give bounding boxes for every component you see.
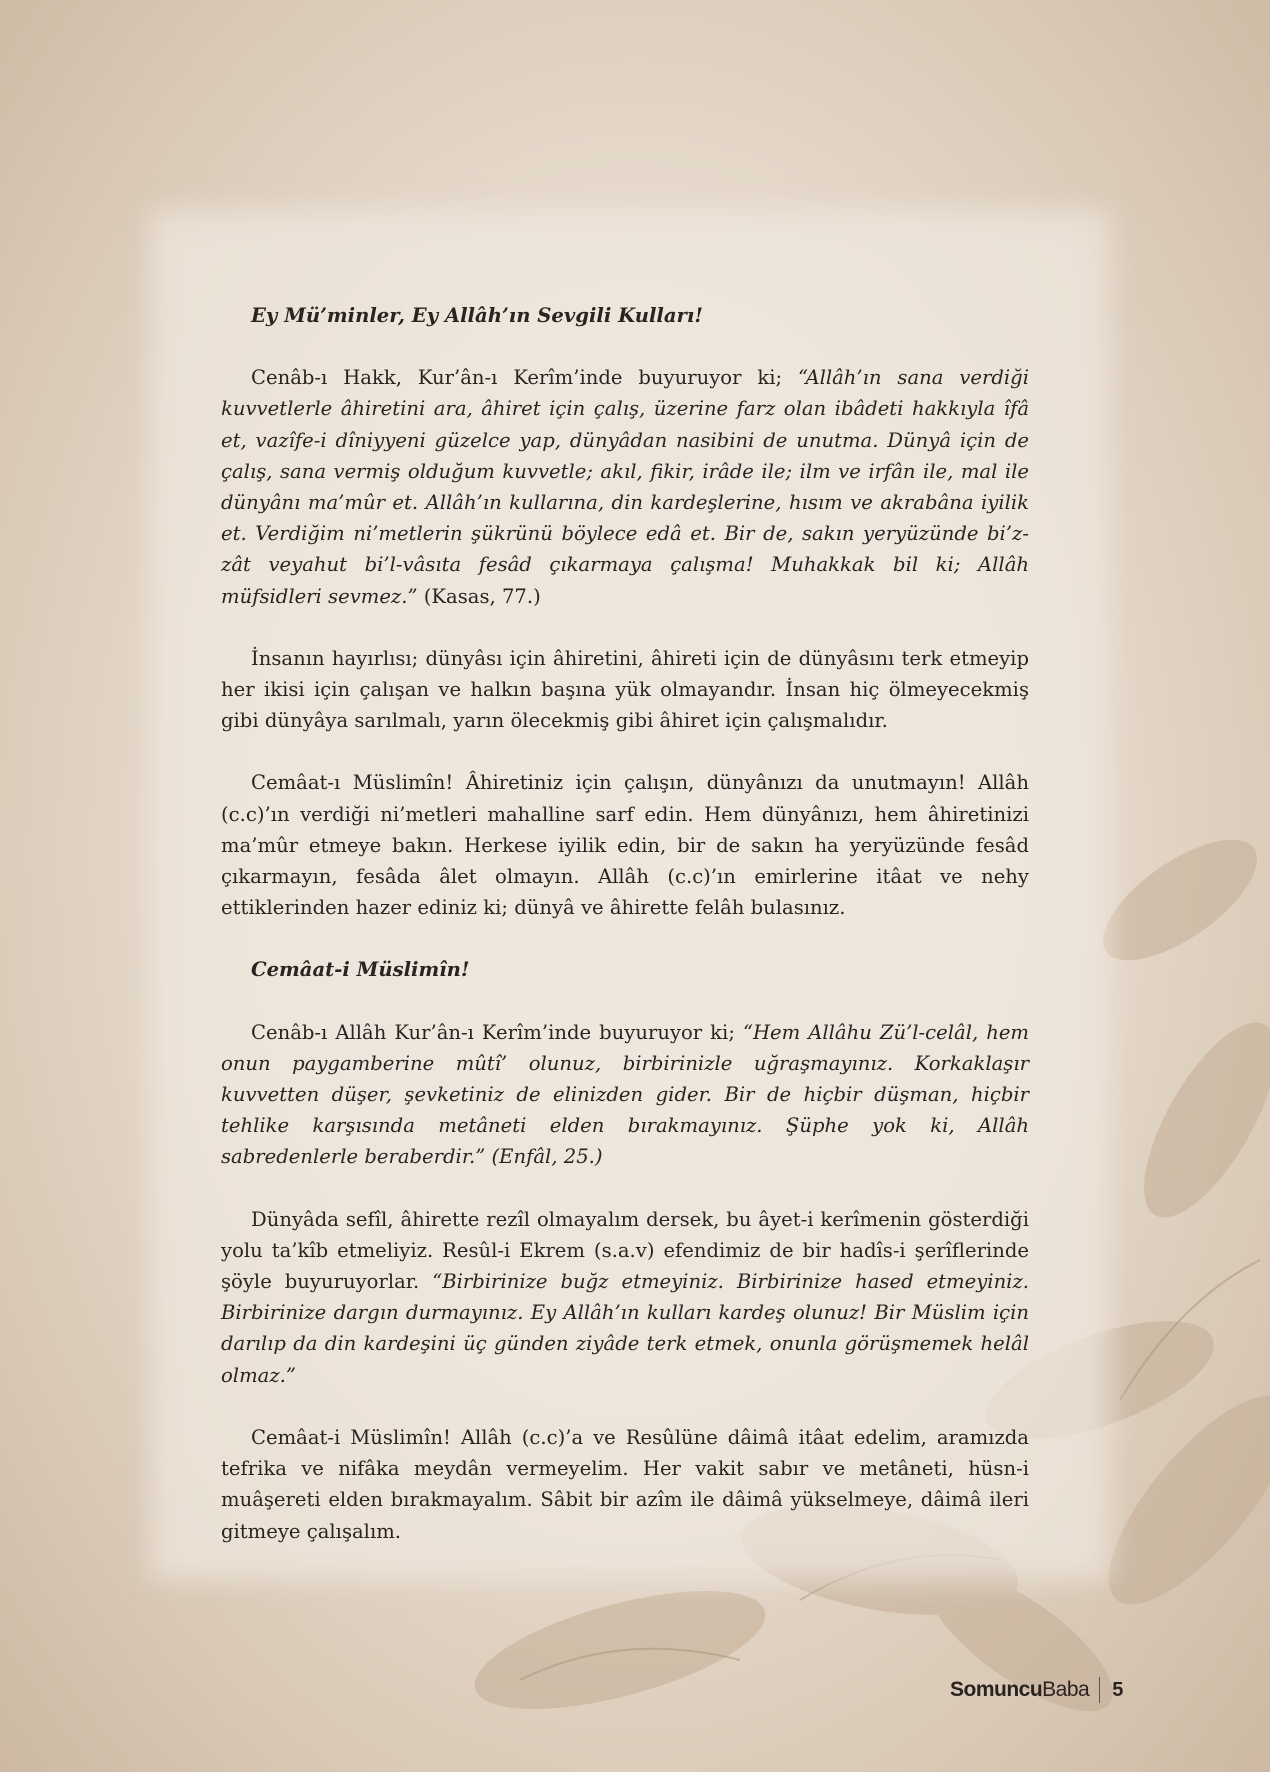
quran-quote: “Allâh’ın sana verdiği kuvvetlerle âhiretini ara, âhiret için çalış, üzerine farz olan ibâdeti hakkıyla îfâ et, vazîfe-i dîniyyeni güzelce yap, dünyâdan nasibini de unutma. Dünyâ için de çalış, sana vermiş olduğum kuvvetle; akıl, fikir, irâde ile; ilm ve irfân ile, mal ile dünyânı ma’mûr et. Allâh’ın kullarına, din kardeşlerine, hısım ve akrabâna iyilik et. Verdiğim ni’metlerin şükrünü böylece edâ et. Bir de, sakın yeryüzünde bi’z-zât veyahut bi’l-vâsıta fesâd çıkarmaya çalışma! Muhakkak bil ki; Allâh müfsidleri sevmez.”	[221, 366, 1029, 608]
quran-quote: “Hem Allâhu Zü’l-celâl, hem onun paygamberine mûtî’ olunuz, birbirinizle uğraşmayınız. Korkaklaşır kuvvetten düşer, şevketiniz de elinizden gider. Bir de hiçbir düşman, hiçbir tehlike karşısında metâneti elden bırakmayınız. Şüphe yok ki, Allâh sabredenlerle beraberdir.” (Enfâl, 25.)	[221, 1020, 1029, 1169]
paragraph-lead: Dünyâda sefîl, âhirette rezîl olmayalım dersek, bu âyet-i kerîmenin gösterdiği yolu ta’kîb etmeliyiz. Resûl-i Ekrem (s.a.v) efendimiz de bir hadîs-i şerîflerinde şöyle buyuruyorlar.	[221, 1207, 1029, 1294]
hadith-quote: “Birbirinize buğz etmeyiniz. Birbirinize hased etmeyiniz. Birbirinize dargın durmayınız. Ey Allâh’ın kulları kardeş olunuz! Bir Müslim için darılıp da din kardeşini üç günden ziyâde terk etmek, onunla görüşmemek helâl olmaz.”	[221, 1270, 1030, 1387]
paragraph	[221, 1017, 1029, 1173]
section-heading: Cemâat-i Müslimîn!	[251, 958, 470, 982]
page-number: 5	[1112, 1678, 1124, 1701]
paragraph: İnsanın hayırlısı; dünyâsı için âhiretini, âhireti için de dünyâsını terk etmeyip her ikisi için çalışan ve halkın başına yük olmayandır. İnsan hiç ölmeyecekmiş gibi dünyâya sarılmalı, yarın ölecekmiş gibi âhiret için çalışmalıdır.	[221, 646, 1029, 733]
paragraph: Cemâat-ı Müslimîn! Âhiretiniz için çalışın, dünyânızı da unutmayın! Allâh (c.c)’ın verdiği ni’metleri mahalline sarf edin. Hem dünyânızı, hem âhiretinizi ma’mûr etmeye bakın. Herkese iyilik edin, bir de sakın ha yeryüzünde fesâd çıkarmayın, fesâda âlet olmayın. Allâh (c.c)’ın emirlerine itâat ve nehy ettiklerinden hazer ediniz ki; dünyâ ve âhirette felâh bulasınız.	[221, 771, 1029, 920]
paragraph	[221, 362, 1029, 612]
verse-reference: (Kasas, 77.)	[417, 584, 541, 608]
brand-logo: SomuncuBaba	[950, 1678, 1090, 1701]
section-heading: Ey Mü’minler, Ey Allâh’ın Sevgili Kulları!	[251, 304, 703, 327]
paragraph: Cemâat-i Müslimîn! Allâh (c.c)’a ve Resûlüne dâimâ itâat edelim, aramızda tefrika ve nifâka meydân vermeyelim. Her vakit sabır ve metâneti, hüsn-i muâşereti elden bırakmayalım. Sâbit bir azîm ile dâimâ yükselmeye, dâimâ ileri gitmeye çalışalım.	[221, 1425, 1029, 1543]
paragraph-lead: Cenâb-ı Hakk, Kur’ân-ı Kerîm’inde buyuruyor ki;	[251, 366, 798, 390]
paragraph	[221, 1204, 1029, 1391]
footer-divider	[1099, 1677, 1100, 1703]
article-body	[221, 300, 1029, 1578]
paragraph-lead: Cenâb-ı Allâh Kur’ân-ı Kerîm’inde buyuruyor ki;	[251, 1020, 743, 1044]
page-footer	[950, 1672, 1150, 1708]
